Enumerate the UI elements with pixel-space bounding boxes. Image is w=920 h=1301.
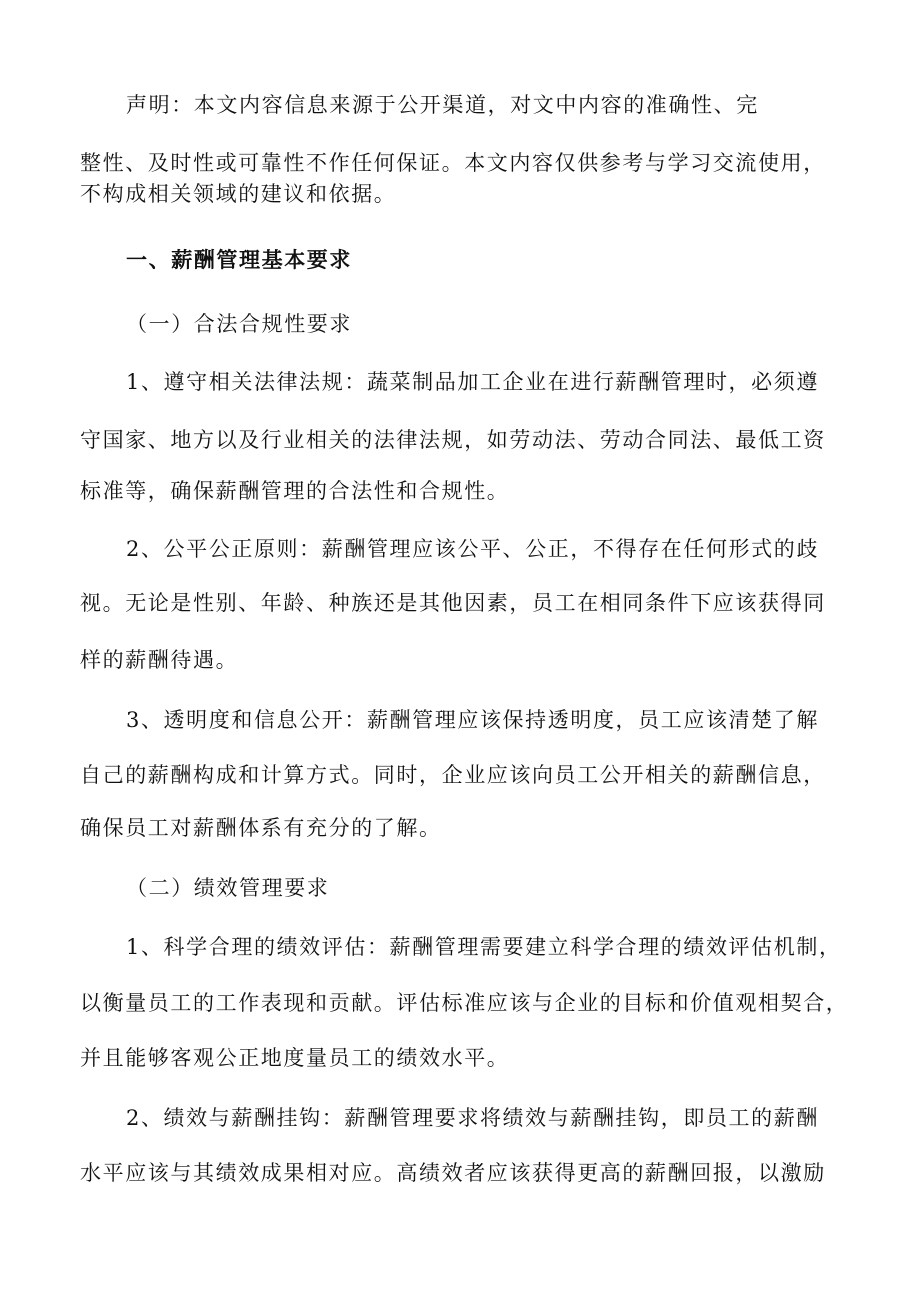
sub2-item1-line-1: 1、科学合理的绩效评估：薪酬管理需要建立科学合理的绩效评估机制， (126, 935, 842, 959)
sub1-item2-line-2: 视。无论是性别、年龄、种族还是其他因素，员工在相同条件下应该获得同 (80, 591, 826, 615)
sub1-item2-line-1: 2、公平公正原则：薪酬管理应该公平、公正，不得存在任何形式的歧 (126, 537, 819, 561)
sub2-item2-line-2: 水平应该与其绩效成果相对应。高绩效者应该获得更高的薪酬回报，以激励 (80, 1161, 826, 1185)
subsection-1-title: （一）合法合规性要求 (126, 312, 352, 336)
sub1-item3-line-1: 3、透明度和信息公开：薪酬管理应该保持透明度，员工应该清楚了解 (126, 708, 819, 732)
sub1-item1-line-2: 守国家、地方以及行业相关的法律法规，如劳动法、劳动合同法、最低工资 (80, 428, 826, 452)
disclaimer-line-3: 不构成相关领域的建议和依据。 (80, 182, 397, 206)
sub1-item1-line-3: 标准等，确保薪酬管理的合法性和合规性。 (80, 479, 510, 503)
subsection-2-title: （二）绩效管理要求 (126, 876, 330, 900)
sub2-item1-line-3: 并且能够客观公正地度量员工的绩效水平。 (80, 1046, 510, 1070)
disclaimer-line-1: 声明：本文内容信息来源于公开渠道，对文中内容的准确性、完 (126, 93, 759, 117)
section-1-title: 一、薪酬管理基本要求 (126, 247, 352, 272)
sub1-item3-line-3: 确保员工对薪酬体系有充分的了解。 (80, 816, 442, 840)
sub2-item1-line-2: 以衡量员工的工作表现和贡献。评估标准应该与企业的目标和价值观相契合， (80, 991, 849, 1015)
sub2-item2-line-1: 2、绩效与薪酬挂钩：薪酬管理要求将绩效与薪酬挂钩，即员工的薪酬 (126, 1106, 819, 1130)
sub1-item2-line-3: 样的薪酬待遇。 (80, 648, 239, 672)
sub1-item1-line-1: 1、遵守相关法律法规：蔬菜制品加工企业在进行薪酬管理时，必须遵 (126, 370, 819, 394)
sub1-item3-line-2: 自己的薪酬构成和计算方式。同时，企业应该向员工公开相关的薪酬信息， (80, 763, 826, 787)
disclaimer-line-2: 整性、及时性或可靠性不作任何保证。本文内容仅供参考与学习交流使用， (80, 151, 826, 175)
